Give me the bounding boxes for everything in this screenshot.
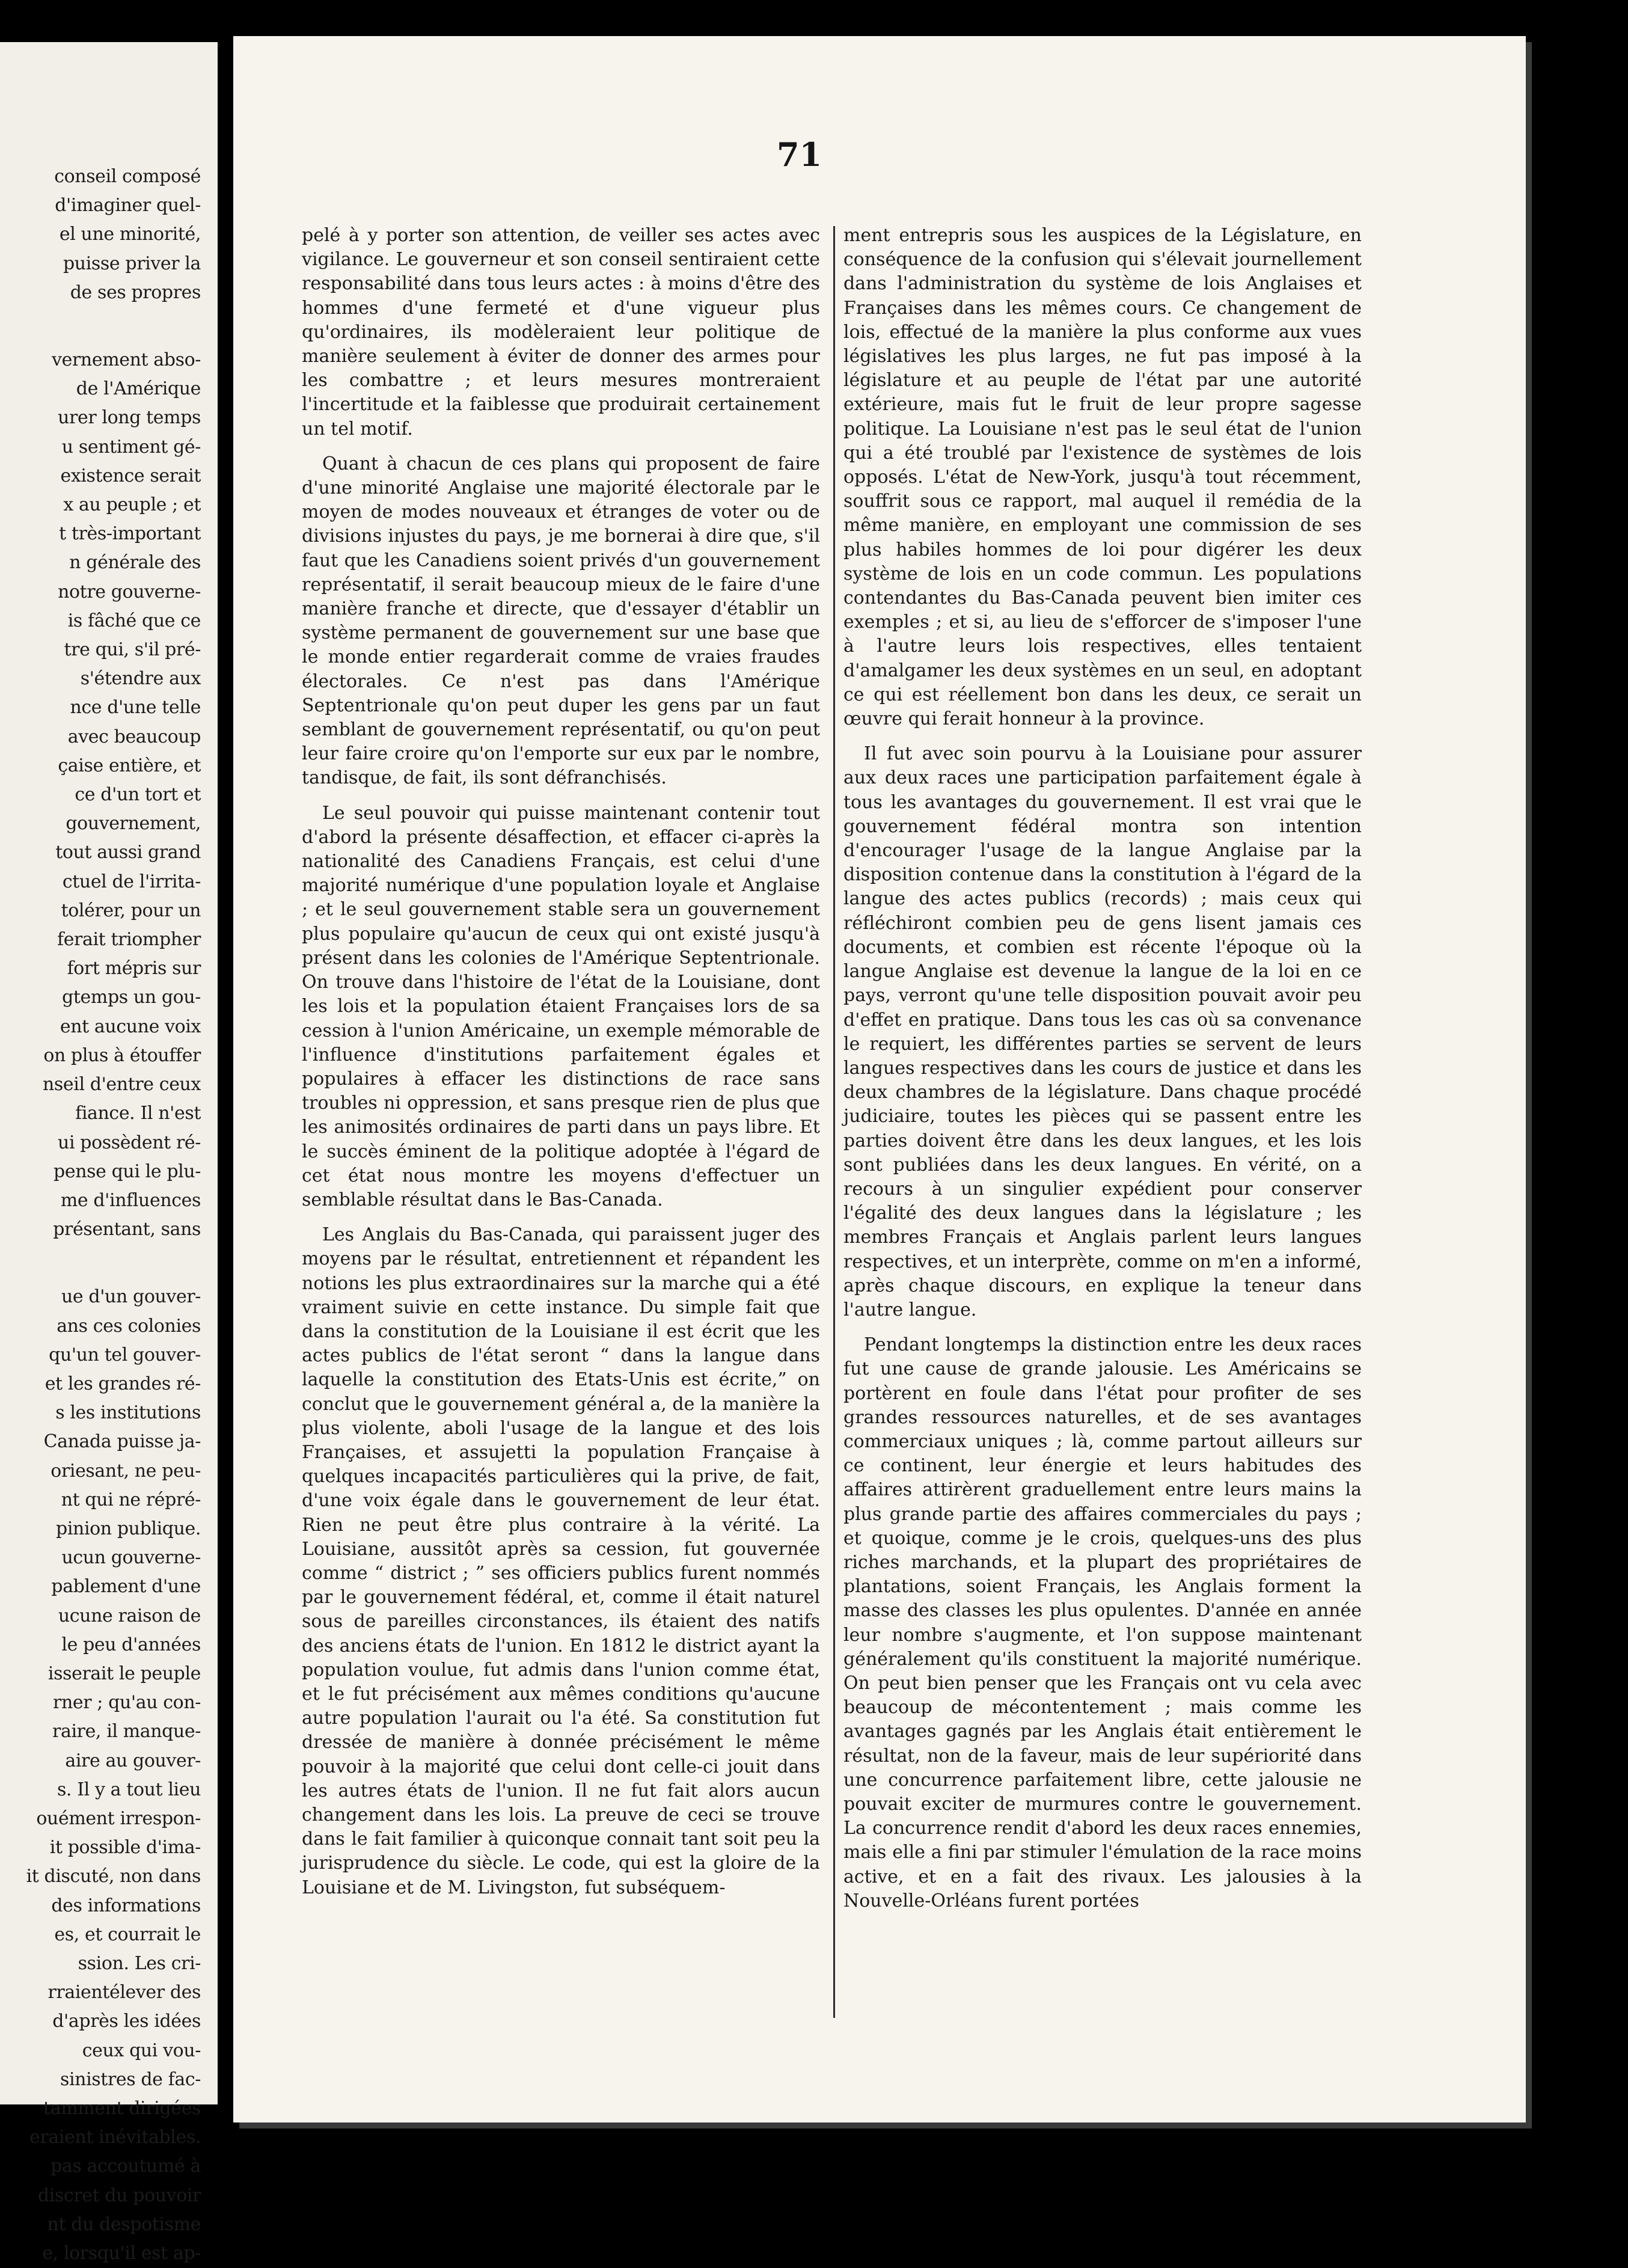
facing-page-line: s les institutions: [55, 1402, 201, 1424]
facing-page-line: it possible d'ima-: [49, 1837, 201, 1859]
facing-page-line: le peu d'années: [61, 1634, 201, 1655]
facing-page-line: gtemps un gou-: [62, 987, 201, 1008]
facing-page-line: ui possèdent ré-: [58, 1132, 201, 1153]
paragraph: Pendant longtemps la distinction entre les deux races fut une cause de grande jalousie. Les Américains se portèrent en foule dans l'état pour profiter de ses grandes ressources naturelles, et de ses avantages commerciaux uniques ; là, comme partout ailleurs sur ce continent, leur énergie et leurs habitudes des affaires attirèrent graduellement entre leurs mains la plus grande partie des affaires commerciales du pays ; et quoique, comme je le crois, quelques-uns des plus riches marchands, et la plupart des propriétaires de plantations, soient Français, les Anglais forment la masse des classes les plus opulentes. D'année en année leur nombre s'augmente, et l'on suppose maintenant généralement qu'ils constituent la majorité numérique. On peut bien penser que les Français ont vu cela avec beaucoup de mécontentement ; mais comme les avantages gagnés par les Anglais était entièrement le résultat, non de la faveur, mais de leur supériorité dans une concurrence parfaitement libre, cette jalousie ne pouvait exciter de murmures contre le gouvernement. La concurrence rendit d'abord les deux races ennemies, mais elle a fini par stimuler l'émulation de la race moins active, et en a fait des rivaux. Les jalousies à la Nouvelle-Orléans furent portées: [843, 1334, 1362, 1911]
facing-page-line: on plus à étouffer: [43, 1044, 201, 1066]
facing-page-line: sinistres de fac-: [60, 2068, 201, 2090]
page-number: 71: [777, 135, 822, 174]
facing-page-line: pinion publique.: [56, 1518, 201, 1539]
paragraph: Quant à chacun de ces plans qui proposent de faire d'une minorité Anglaise une majorité électorale par le moyen de modes nouveaux et étranges de voter ou de divisions injustes du pays, je me bornerai à dire que, s'il faut que les Canadiens soient privés d'un gouvernement représentatif, il serait beaucoup mieux de le faire d'une manière franche et directe, que d'essayer d'établir un système permanent de gouvernement sur une base que le monde entier regarderait comme de vraies fraudes électorales. Ce n'est pas dans l'Amérique Septentrionale qu'on peut duper les gens par un faut semblant de gouvernement représentatif, ou qu'on peut leur faire croire qu'on l'emporte sur eux par le nombre, tandisque, de fait, ils sont défranchisés.: [302, 453, 820, 789]
facing-page-line: de l'Amérique: [76, 378, 201, 400]
text-column-left: [302, 224, 820, 1911]
facing-page-line: des informations: [51, 1895, 201, 1916]
facing-page-line: ceux qui vou-: [82, 2040, 201, 2061]
facing-page-line: nseil d'entre ceux: [42, 1074, 201, 1096]
facing-page-line: raire, il manque-: [52, 1721, 201, 1742]
facing-page-line: fort mépris sur: [67, 958, 201, 979]
facing-page-line: nt qui ne répré-: [61, 1489, 201, 1510]
facing-page-line: ans ces colonies: [57, 1315, 201, 1337]
facing-page-line: eraient inévitables.: [29, 2127, 201, 2148]
facing-page-line: avec beaucoup: [67, 726, 201, 747]
facing-page-line: présentant, sans: [53, 1219, 201, 1240]
facing-page-block-c: [0, 1283, 201, 2268]
facing-page-line: isserait le peuple: [47, 1663, 201, 1684]
paragraph: Il fut avec soin pourvu à la Louisiane pour assurer aux deux races une participation parfaitement égale à tous les avantages du gouvernement. Il est vrai que le gouvernement fédéral montra son intention d'encourager l'usage de la langue Anglaise par la disposition contenue dans la constitution à l'égard de la langue des actes publics (records) ; mais ceux qui réfléchiront combien peu de gens lisent jamais ces documents, et combien est récente l'époque où la langue Anglaise est devenue la langue de la loi en ce pays, verront qu'une telle disposition pouvait avoir peu d'effet en pratique. Dans tous les cas où sa convenance le requiert, les différentes parties se servent de leurs langues respectives dans les cours de justice et dans les deux chambres de la législature. Dans chaque procédé judiciaire, toutes les pièces qui se passent entre les parties doivent être dans les deux langues, et les lois sont publiées dans les deux langues. En vérité, on a recours à un singulier expédient pour conserver l'égalité des deux langues dans la législature ; les membres Français et Anglais parlent leurs langues respectives, et un interprète, comme on m'en a informé, après chaque discours, en explique la teneur dans l'autre langue.: [843, 743, 1362, 1320]
paragraph: Le seul pouvoir qui puisse maintenant contenir tout d'abord la présente désaffection, et effacer ci-après la nationalité des Canadiens Français, est celui d'une majorité numérique d'une population loyale et Anglaise ; et le seul gouvernement stable sera un gouvernement plus populaire qu'aucun de ceux qui ont existé jusqu'à présent dans les colonies de l'Amérique Septentrionale. On trouve dans l'histoire de l'état de la Louisiane, dont les lois et la population étaient Françaises lors de sa cession à l'union Américaine, un exemple mémorable de l'influence d'institutions parfaitement égales et populaires à effacer les distinctions de race sans troubles ni oppression, et sans presque rien de plus que les animosités ordinaires de parti dans un pays libre. Et le succès éminent de la politique adoptée à l'égard de cet état nous montre les moyens d'effectuer un semblable résultat dans le Bas-Canada.: [302, 802, 820, 1210]
facing-page-line: nce d'une telle: [70, 697, 201, 719]
facing-page-line: qu'un tel gouver-: [49, 1344, 201, 1365]
facing-page-line: ssion. Les cri-: [78, 1952, 201, 1974]
facing-page-line: notre gouverne-: [58, 581, 201, 602]
facing-page-line: it discuté, non dans: [26, 1866, 201, 1887]
facing-page-line: pas accoutumé à: [50, 2156, 201, 2177]
facing-page-line: ce d'un tort et: [75, 784, 201, 806]
facing-page-line: is fâché que ce: [67, 610, 201, 631]
facing-page-line: ucune raison de: [58, 1605, 201, 1626]
facing-page-line: ctuel de l'irrita-: [62, 871, 201, 892]
facing-page-line: u sentiment gé-: [61, 436, 201, 458]
facing-page-line: d'imaginer quel-: [55, 195, 201, 216]
facing-page-line: pablement d'une: [51, 1576, 201, 1598]
column-divider: [833, 226, 835, 2018]
facing-page-line: Canada puisse ja-: [43, 1431, 201, 1453]
text-column-right: [843, 224, 1362, 1924]
facing-page-line: conseil composé: [54, 166, 201, 187]
facing-page-line: es, et courrait le: [54, 1923, 201, 1945]
facing-page-line: ouément irrespon-: [36, 1807, 201, 1829]
facing-page-line: existence serait: [60, 465, 201, 486]
facing-page-line: discret du pouvoir: [37, 2184, 201, 2206]
facing-page-line: tre qui, s'il pré-: [64, 639, 201, 661]
facing-page-line: el une minorité,: [59, 224, 201, 245]
facing-page-line: n générale des: [69, 552, 201, 574]
facing-page-line: ent aucune voix: [60, 1016, 201, 1037]
facing-page-line: ferait triompher: [57, 929, 201, 951]
facing-page-line: nt du despotisme: [47, 2213, 201, 2235]
facing-page-line: s. Il y a tout lieu: [57, 1779, 201, 1800]
facing-page-line: aire au gouver-: [65, 1750, 201, 1771]
facing-page-line: pense qui le plu-: [54, 1160, 201, 1182]
facing-page-line: d'après les idées: [52, 2011, 201, 2032]
paragraph: Les Anglais du Bas-Canada, qui paraissent juger des moyens par le résultat, entretiennent et répandent les notions les plus extraordinaires sur la marche qui a été vraiment suivie en cette instance. Du simple fait que dans la constitution de la Louisiane il est écrit que les actes publics de l'état seront “ dans la langue dans laquelle la constitution des Etats-Unis est écrite,” on conclut que le gouvernement général a, de la manière la plus violente, aboli l'usage de la langue et des lois Françaises, et assujetti la population Française à quelques incapacités particulières qui la prive, de fait, d'une voix égale dans le gouvernement de leur état. Rien ne peut être plus contraire à la vérité. La Louisiane, aussitôt après sa cession, fut gouvernée comme “ district ; ” ses officiers publics furent nommés par le gouvernement fédéral, et, comme il était naturel sous de pareilles circonstances, ils étaient des natifs des anciens états de l'union. En 1812 le district ayant la population voulue, fut admis dans l'union comme état, et le fut précisément aux mêmes conditions qu'aucune autre population l'aurait ou l'a été. Sa constitution fut dressée de manière à donnée précisément le même pouvoir à la majorité que celui dont celle-ci jouit dans les autres états de l'union. Il ne fut fait alors aucun changement dans les lois. La preuve de ceci se trouve dans le fait familier à quiconque connait tant soit peu la jurisprudence du siècle. Le code, qui est la gloire de la Louisiane et de M. Livingston, fut subséquem-: [302, 1224, 820, 1898]
paragraph: ment entrepris sous les auspices de la Législature, en conséquence de la confusion qui s'élevait journellement dans l'administration du système de lois Anglaises et Françaises dans les mêmes cours. Ce changement de lois, effectué de la manière la plus conforme aux vues législatives les plus larges, ne fut pas imposé à la législature et au peuple de l'état par une autorité extérieure, mais fut le fruit de leur propre sagesse politique. La Louisiane n'est pas le seul état de l'union qui a été troublé par l'existence de systèmes de lois opposés. L'état de New-York, jusqu'à tout récemment, souffrit sous ce rapport, mal auquel il remédia de la même manière, en employant une commission de ses plus habiles hommes de loi pour digérer les deux système de lois en un code commun. Les populations contendantes du Bas-Canada peuvent bien imiter ces exemples ; et si, au lieu de s'efforcer de s'imposer l'une à l'autre leurs lois respectives, elles tentaient d'amalgamer les deux systèmes en un seul, en adoptant ce qui est réellement bon dans les deux, ce serait un œuvre qui ferait honneur à la province.: [843, 225, 1362, 730]
facing-page-line: rraientélever des: [47, 1982, 201, 2003]
facing-page-line: ue d'un gouver-: [61, 1286, 201, 1308]
facing-page-block-a: [0, 162, 201, 307]
facing-page-line: vernement abso-: [52, 349, 201, 371]
facing-page-line: tout aussi grand: [55, 842, 201, 863]
facing-page-line: me d'influences: [60, 1189, 201, 1211]
facing-page-line: puisse priver la: [63, 253, 201, 274]
facing-page-line: e, lorsqu'il est ap-: [42, 2243, 201, 2264]
facing-page-fragment: [0, 42, 218, 2264]
facing-page-line: çaise entière, et: [58, 755, 201, 776]
facing-page-line: fiance. Il n'est: [75, 1103, 201, 1124]
facing-page-line: t très-important: [59, 523, 201, 545]
facing-page-line: ucun gouverne-: [61, 1547, 201, 1569]
facing-page-line: rner ; qu'au con-: [53, 1692, 201, 1714]
facing-page-line: s'étendre aux: [80, 668, 201, 690]
facing-page-block-b: [0, 346, 201, 1244]
facing-page-line: et les grandes ré-: [44, 1373, 201, 1394]
facing-page-line: tamment dirigées: [43, 2098, 201, 2119]
facing-page-line: oriesant, ne peu-: [50, 1460, 201, 1482]
paragraph: pelé à y porter son attention, de veiller ses actes avec vigilance. Le gouverneur et son conseil sentiraient cette responsabilité dans tous leurs actes : à moins d'être des hommes d'une fermeté et d'une vigueur plus qu'ordinaires, ils modèleraient leur politique de manière seulement à éviter de donner des armes pour les combattre ; et leurs mesures montreraient l'incertitude et la faiblesse que produirait certainement un tel motif.: [302, 225, 820, 440]
facing-page-line: de ses propres: [70, 281, 201, 303]
facing-page-line: urer long temps: [58, 407, 201, 429]
facing-page-line: x au peuple ; et: [63, 494, 201, 516]
facing-page-line: tolérer, pour un: [61, 900, 201, 921]
facing-page-column: [0, 162, 201, 2268]
facing-page-line: gouvernement,: [66, 813, 201, 835]
